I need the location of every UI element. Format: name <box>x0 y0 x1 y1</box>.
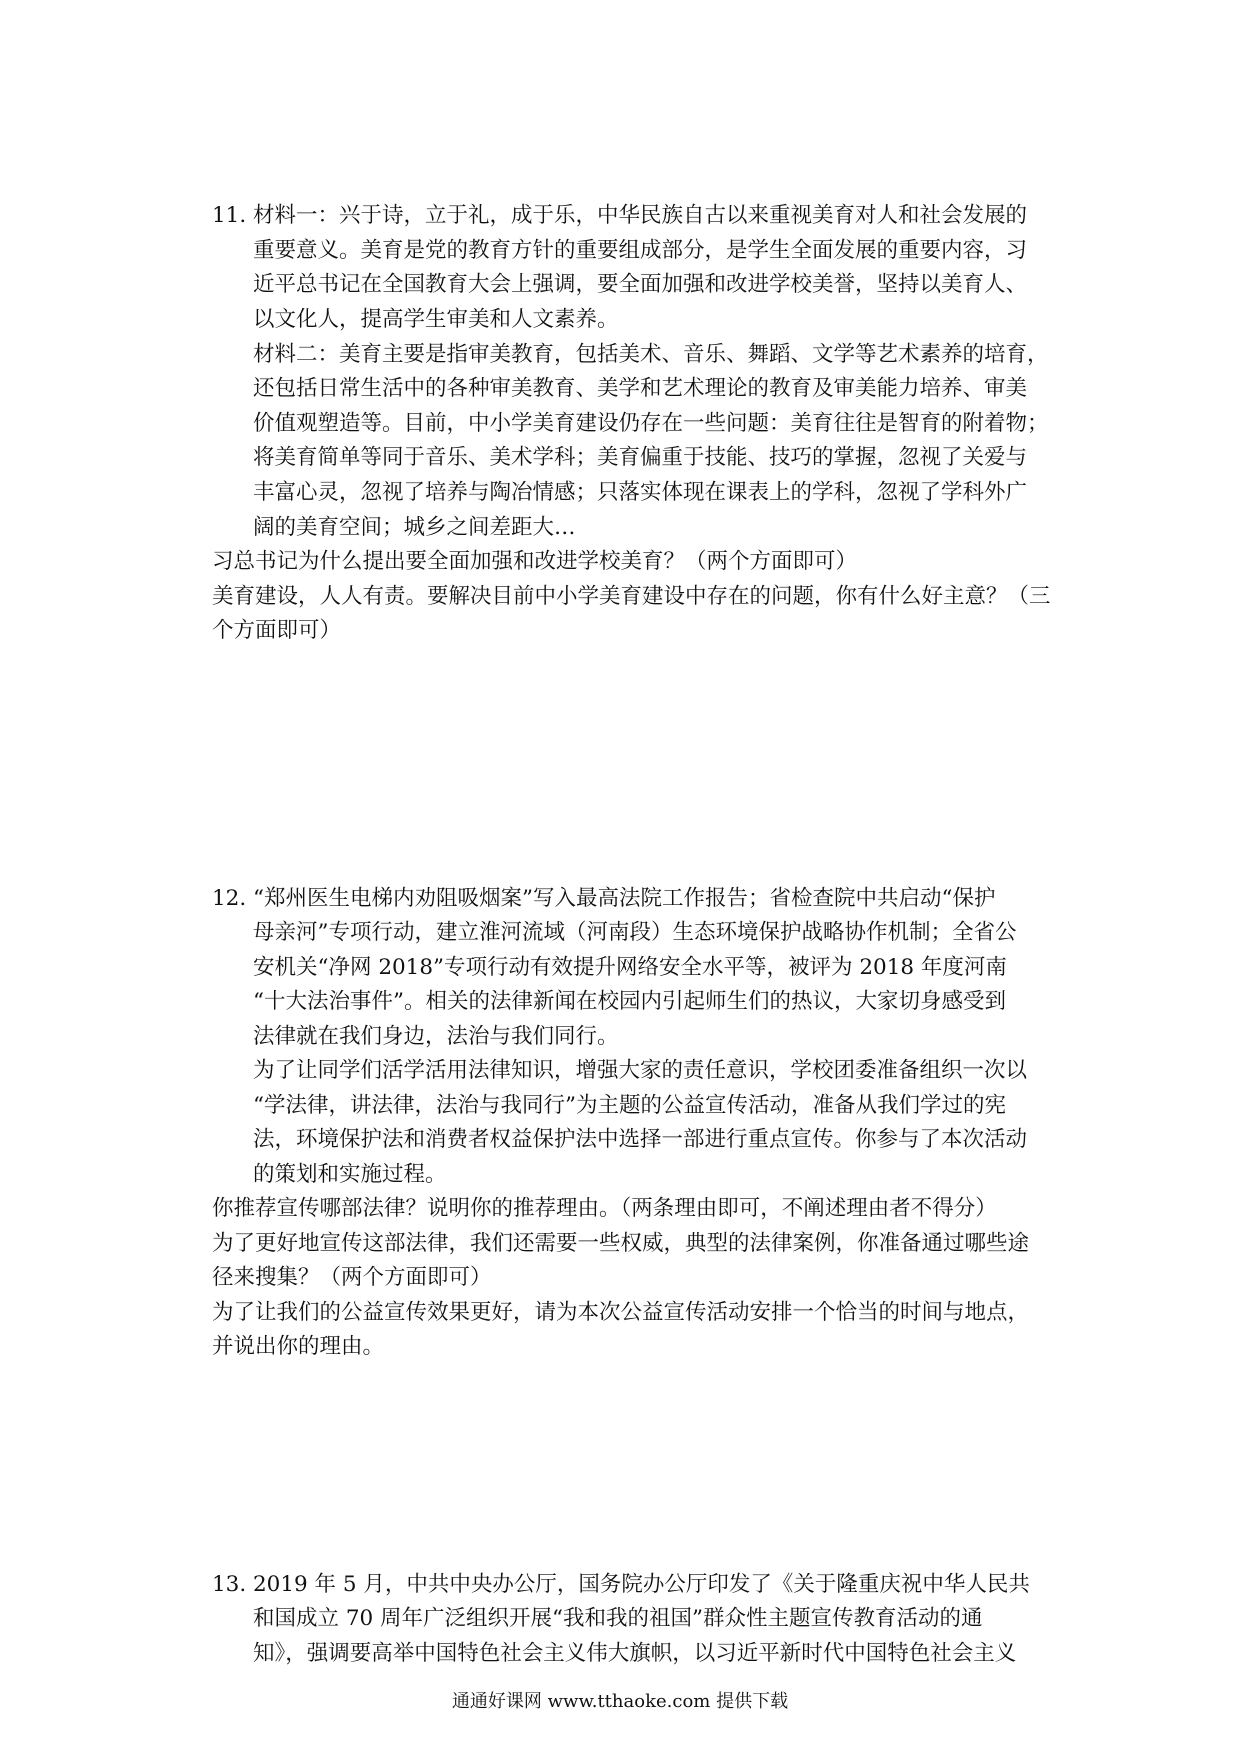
text-line: 2019 年 5 月，中共中央办公厅，国务院办公厅印发了《关于隆重庆祝中华人民共 <box>253 1572 1030 1597</box>
question-prompt: 个方面即可） <box>212 618 342 643</box>
text-line: “学法律，讲法律，法治与我同行”为主题的公益宣传活动，准备从我们学过的宪 <box>253 1093 1006 1118</box>
question-number: 11. <box>212 203 247 228</box>
text-line: 法律就在我们身边，法治与我们同行。 <box>253 1024 619 1049</box>
text-line: 材料一：兴于诗，立于礼，成于乐，中华民族自古以来重视美育对人和社会发展的 <box>253 203 1028 228</box>
text-line: 丰富心灵，忽视了培养与陶冶情感；只落实体现在课表上的学科，忽视了学科外广 <box>253 480 1028 505</box>
text-line: 近平总书记在全国教育大会上强调，要全面加强和改进学校美誉，坚持以美育人、 <box>253 272 1028 297</box>
text-line: 阔的美育空间；城乡之间差距大… <box>253 515 576 540</box>
question-number: 13. <box>212 1572 247 1597</box>
question-prompt: 径来搜集？（两个方面即可） <box>212 1265 492 1290</box>
question-prompt: 为了更好地宣传这部法律，我们还需要一些权威，典型的法律案例，你准备通过哪些途 <box>212 1231 1030 1256</box>
question-number: 12. <box>212 886 247 911</box>
page-footer: 通通好课网 www.tthaoke.com 提供下载 <box>451 1691 789 1712</box>
text-line: “十大法治事件”。相关的法律新闻在校园内引起师生们的热议，大家切身感受到 <box>253 989 1006 1014</box>
text-line: 重要意义。美育是党的教育方针的重要组成部分，是学生全面发展的重要内容，习 <box>253 238 1028 263</box>
text-line: “郑州医生电梯内劝阻吸烟案”写入最高法院工作报告；省检查院中共启动“保护 <box>253 886 996 911</box>
question-prompt: 美育建设，人人有责。要解决目前中小学美育建设中存在的问题，你有什么好主意？（三 <box>212 584 1051 609</box>
question-prompt: 为了让我们的公益宣传效果更好，请为本次公益宣传活动安排一个恰当的时间与地点， <box>212 1300 1030 1325</box>
question-prompt: 习总书记为什么提出要全面加强和改进学校美育？（两个方面即可） <box>212 549 858 574</box>
question-prompt: 你推荐宣传哪部法律？说明你的推荐理由。（两条理由即可，不阐述理由者不得分） <box>212 1196 997 1221</box>
text-line: 知》，强调要高举中国特色社会主义伟大旗帜，以习近平新时代中国特色社会主义 <box>253 1641 1017 1666</box>
text-line: 以文化人，提高学生审美和人文素养。 <box>253 307 619 332</box>
text-line: 将美育简单等同于音乐、美术学科；美育偏重于技能、技巧的掌握，忽视了关爱与 <box>253 445 1028 470</box>
text-line: 的策划和实施过程。 <box>253 1162 447 1187</box>
text-line: 价值观塑造等。目前，中小学美育建设仍存在一些问题：美育往往是智育的附着物； <box>253 411 1049 436</box>
text-line: 还包括日常生活中的各种审美教育、美学和艺术理论的教育及审美能力培养、审美 <box>253 376 1028 401</box>
text-line: 为了让同学们活学活用法律知识，增强大家的责任意识，学校团委准备组织一次以 <box>253 1058 1028 1083</box>
text-line: 母亲河”专项行动，建立淮河流域（河南段）生态环境保护战略协作机制；全省公 <box>253 920 1017 945</box>
text-line: 和国成立 70 周年广泛组织开展“我和我的祖国”群众性主题宣传教育活动的通 <box>253 1606 983 1631</box>
text-line: 材料二：美育主要是指审美教育，包括美术、音乐、舞蹈、文学等艺术素养的培育， <box>253 342 1049 367</box>
text-line: 安机关“净网 2018”专项行动有效提升网络安全水平等，被评为 2018 年度河南 <box>253 955 1007 980</box>
question-prompt: 并说出你的理由。 <box>212 1334 385 1359</box>
text-line: 法，环境保护法和消费者权益保护法中选择一部进行重点宣传。你参与了本次活动 <box>253 1127 1028 1152</box>
